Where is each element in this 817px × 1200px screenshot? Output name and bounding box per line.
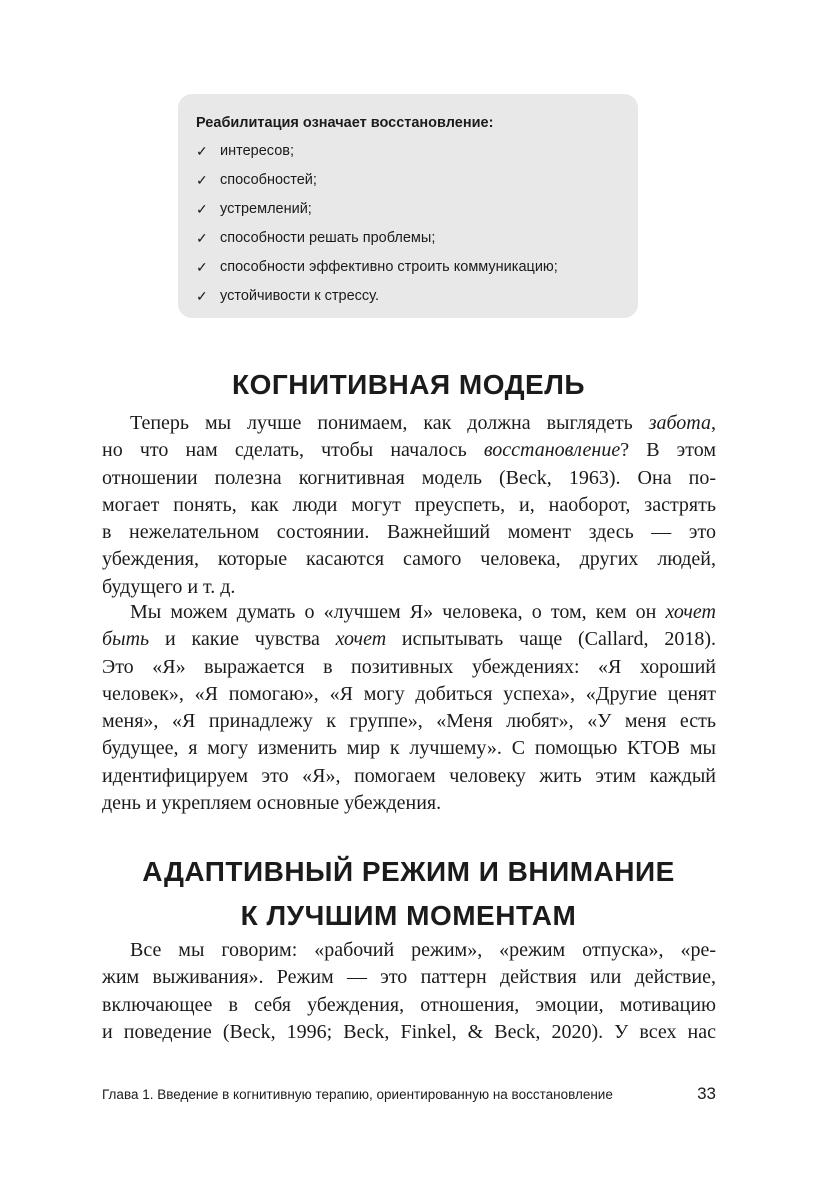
text-line: меня», «Я принадлежу к группе», «Меня любят», «У меня есть: [102, 710, 716, 733]
text-line: отношении полезна когнитивная модель (Beck, 1963). Она по-: [102, 466, 716, 489]
paragraph-adaptive-mode: [102, 937, 716, 1046]
rehabilitation-callout-box: [178, 94, 638, 318]
running-chapter-title: Глава 1. Введение в когнитивную терапию, ориентированную на восстановление: [102, 1086, 613, 1102]
text-line: Все мы говорим: «рабочий режим», «режим отпуска», «ре-: [130, 939, 716, 961]
callout-item: [196, 195, 638, 224]
text-line: Это «Я» выражается в позитивных убеждениях: «Я хороший: [102, 655, 716, 678]
callout-item: [196, 137, 638, 166]
heading-line: АДАПТИВНЫЙ РЕЖИМ И ВНИМАНИЕ: [142, 856, 675, 887]
text-line: Теперь мы лучше понимаем, как должна выглядеть забота,: [130, 412, 716, 434]
text-line: будущего и т. д.: [102, 575, 236, 598]
checkmark-icon: ✓: [196, 230, 208, 246]
checkmark-icon: ✓: [196, 259, 208, 275]
text-line: будущее, я могу изменить мир к лучшему». С помощью КТОВ мы: [102, 737, 716, 760]
callout-item-text: интересов;: [220, 143, 294, 159]
callout-item-text: способности эффективно строить коммуникацию;: [220, 259, 558, 275]
section-heading-adaptive-mode: [0, 850, 817, 938]
callout-item: [196, 224, 638, 253]
callout-item-text: способностей;: [220, 172, 317, 188]
page-footer: [102, 1082, 716, 1106]
callout-list: [196, 137, 638, 311]
text-line: в нежелательном состоянии. Важнейший момент здесь — это: [102, 521, 716, 544]
text-line: Мы можем думать о «лучшем Я» человека, о том, кем он хочет: [130, 601, 716, 623]
paragraph-cognitive-model-2: [102, 599, 716, 817]
text-line: день и укрепляем основные убеждения.: [102, 792, 442, 815]
text-line: и поведение (Beck, 1996; Beck, Finkel, & Beck, 2020). У всех нас: [102, 1020, 716, 1043]
section-heading-cognitive-model: КОГНИТИВНАЯ МОДЕЛЬ: [231, 369, 585, 400]
text-line: могает понять, как люди могут преуспеть, и, наоборот, застрять: [102, 493, 716, 516]
text-line: человек», «Я помогаю», «Я могу добиться успеха», «Другие ценят: [102, 682, 716, 705]
callout-item: [196, 282, 638, 311]
page-number: 33: [697, 1084, 716, 1103]
checkmark-icon: ✓: [196, 288, 208, 304]
callout-title: Реабилитация означает восстановление:: [196, 115, 494, 131]
text-line: идентифицируем это «Я», помогаем человеку жить этим каждый: [102, 764, 716, 787]
text-line: включающее в себя убеждения, отношения, эмоции, мотивацию: [102, 993, 716, 1016]
callout-item: [196, 166, 638, 195]
paragraph-cognitive-model-1: [102, 410, 716, 601]
callout-item-text: устойчивости к стрессу.: [220, 288, 379, 304]
callout-item-text: устремлений;: [220, 201, 312, 217]
text-line: убеждения, которые касаются самого человека, других людей,: [102, 548, 716, 571]
callout-item-text: способности решать проблемы;: [220, 230, 436, 246]
text-line: но что нам сделать, чтобы началось восстановление? В этом: [102, 439, 716, 462]
text-line: быть и какие чувства хочет испытывать чаще (Callard, 2018).: [102, 628, 716, 651]
checkmark-icon: ✓: [196, 201, 208, 217]
checkmark-icon: ✓: [196, 143, 208, 159]
callout-item: [196, 253, 638, 282]
heading-line: К ЛУЧШИМ МОМЕНТАМ: [240, 900, 577, 931]
text-line: жим выживания». Режим — это паттерн действия или действие,: [102, 966, 716, 989]
checkmark-icon: ✓: [196, 172, 208, 188]
